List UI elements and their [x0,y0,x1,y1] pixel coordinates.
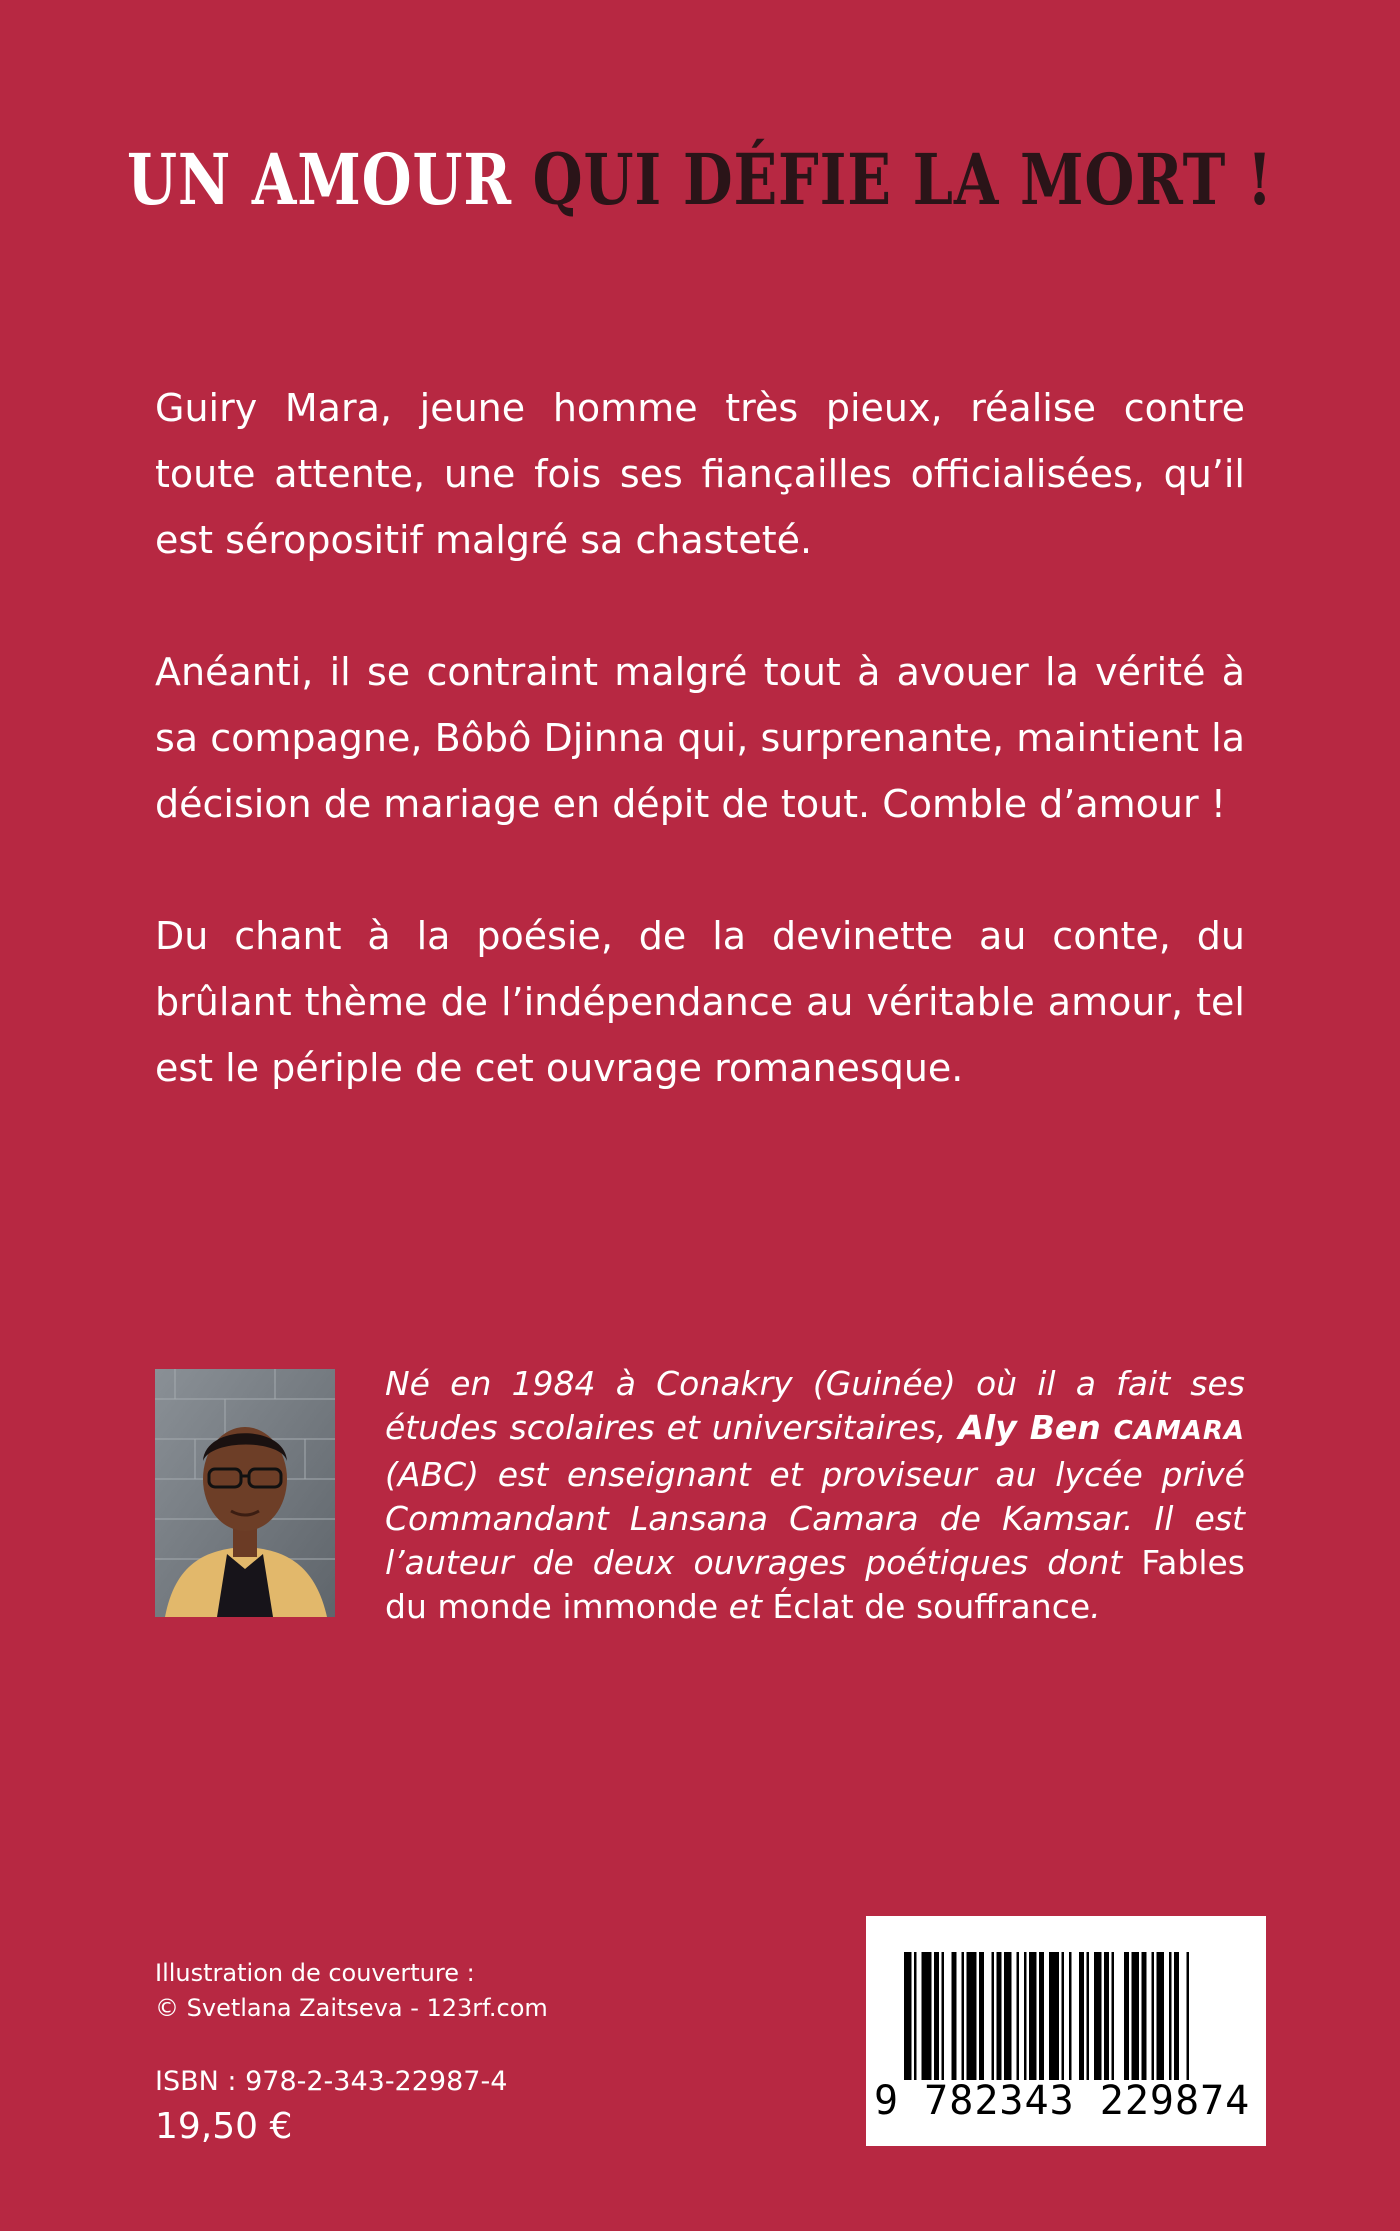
book-title [126,138,1274,221]
barcode-bar [1024,1952,1027,2080]
barcode-bar [967,1952,977,2080]
barcode-bar [1087,1952,1090,2080]
barcode-bars-icon [866,1916,1266,2081]
barcode-bar [942,1952,945,2080]
synopsis-paragraph-3: Du chant à la poésie, de la devinette au conte, du brûlant thème de l’indépendance au véritable amour, tel est le périple de cet ouvrage romanesque. [155,914,1245,1090]
barcode-bar [979,1952,984,2080]
bio-end: . [1090,1587,1101,1626]
barcode-bar [1152,1952,1155,2080]
author-bio [155,1362,1245,1629]
credits-line-1: Illustration de couverture : [155,1959,475,1987]
isbn: ISBN : 978-2-343-22987-4 [155,2066,508,2097]
barcode-bar [1079,1952,1084,2080]
barcode-bar [1049,1952,1059,2080]
synopsis [155,375,1245,1167]
author-first-name: Aly Ben [958,1408,1114,1447]
barcode-bar [1174,1952,1179,2080]
barcode-bar [1004,1952,1012,2080]
barcode-bar [1029,1952,1037,2080]
barcode-bar [1094,1952,1102,2080]
barcode-bar [1132,1952,1140,2080]
title-part-light: UN AMOUR [126,138,512,221]
barcode-bar [1187,1952,1190,2080]
barcode-bar [904,1952,912,2080]
barcode-bar [1124,1952,1129,2080]
title-part-dark: QUI DÉFIE LA MORT ! [532,138,1274,221]
bio-middle: (ABC) est enseignant et proviseur au lycée privé Commandant Lansana Camara de Kamsar. Il est l’auteur de deux ouvrages poétiques dont [385,1455,1245,1582]
barcode-bar [934,1952,939,2080]
bio-intro: Né en 1984 à Conakry (Guinée) où il a fait ses études scolaires et universitaires, [385,1364,1245,1447]
barcode-bar [1017,1952,1020,2080]
price: 19,50 € [155,2106,293,2147]
barcode-bar [1039,1952,1044,2080]
barcode-bar [922,1952,932,2080]
barcode [866,1916,1266,2146]
bio-and: et [718,1587,773,1626]
synopsis-paragraph-2: Anéanti, il se contraint malgré tout à avouer la vérité à sa compagne, Bôbô Djinna qui, surprenante, maintient la décision de mariage en dépit de tout. Comble d’amour ! [155,650,1245,826]
barcode-digits: 9 782343 229874 [874,2078,1251,2124]
barcode-bar [962,1952,965,2080]
barcode-bar [1142,1952,1147,2080]
barcode-bar [1069,1952,1072,2080]
barcode-bar [992,1952,995,2080]
cover-credits [155,1956,655,2026]
barcode-bar [1169,1952,1172,2080]
barcode-bar [1157,1952,1165,2080]
bio-work-2: Éclat de souffrance [772,1587,1091,1626]
barcode-bar [1104,1952,1109,2080]
author-last-name: CAMARA [1113,1416,1245,1446]
barcode-bar [914,1952,917,2080]
barcode-bar [952,1952,957,2080]
synopsis-paragraph-1: Guiry Mara, jeune homme très pieux, réalise contre toute attente, une fois ses fiançailles officialisées, qu’il est séropositif malgré sa chasteté. [155,386,1245,562]
author-name [958,1408,1245,1447]
credits-line-2: © Svetlana Zaitseva - 123rf.com [155,1994,548,2022]
barcode-bar [1062,1952,1065,2080]
barcode-bar [997,1952,1002,2080]
barcode-bar [1112,1952,1115,2080]
bio-work-1: Fables du monde immonde [385,1543,1245,1626]
